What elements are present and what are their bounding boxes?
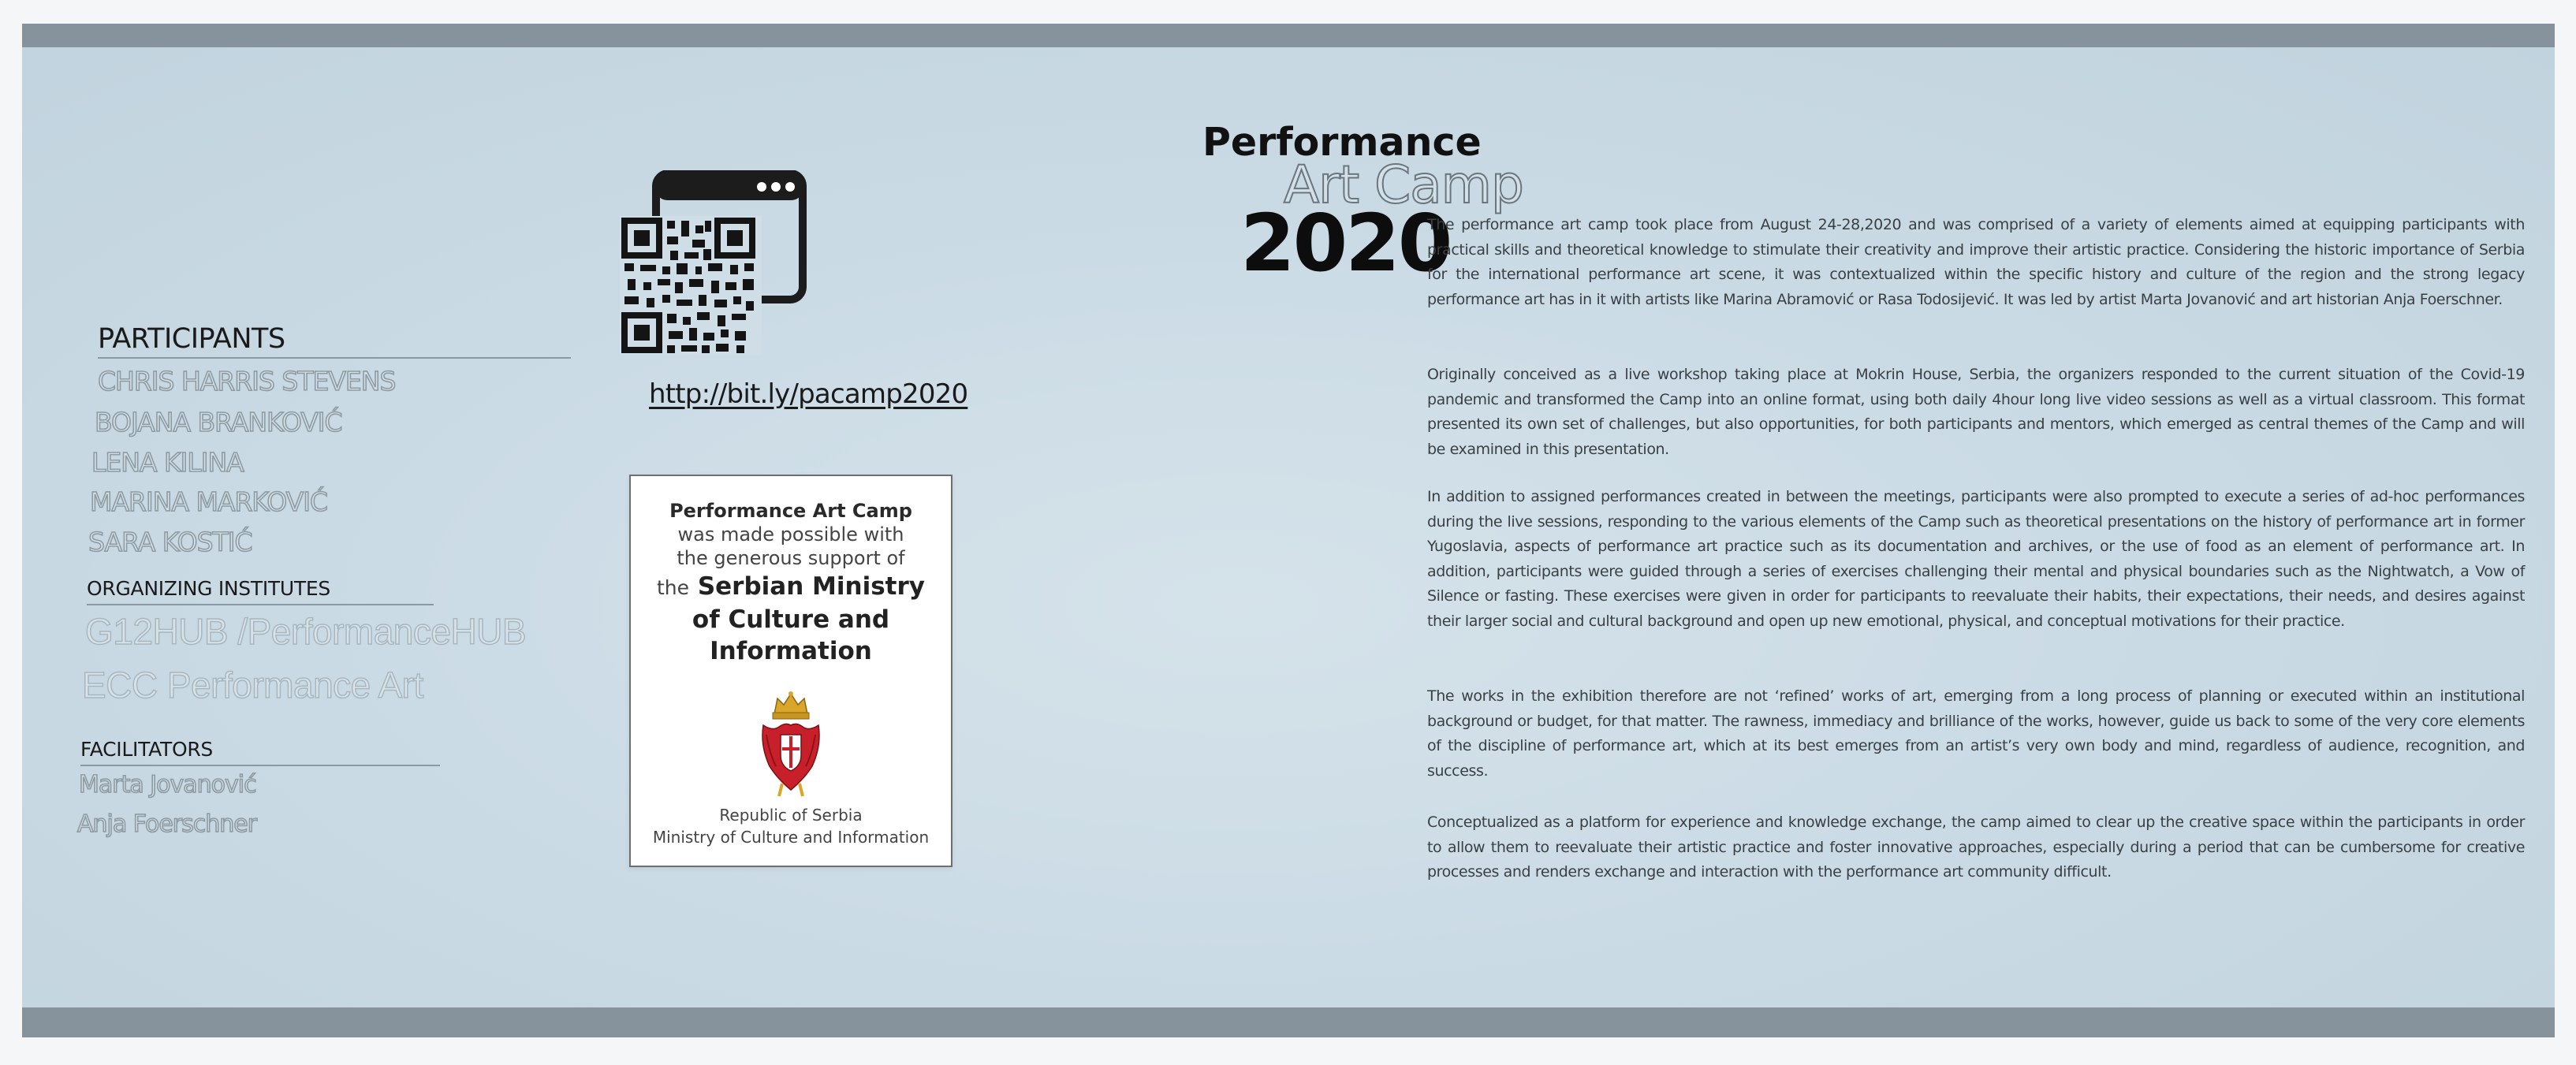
support-card-the: the: [656, 576, 690, 599]
participant-name: LENA KILINA: [91, 447, 244, 478]
description-paragraph: The works in the exhibition therefore are not ‘refined’ works of art, emerging from a long process of planning or executed within an institutional background or budget, for that matter. The rawness, immediacy and brilliance of the works, however, guide us back to some of the very core elements of the discipline of performance art, which at its best emerges from an artist’s very own body and mind, regardless of audience, recognition, and success.: [1427, 687, 2525, 780]
participant-name: BOJANA BRANKOVIĆ: [95, 407, 342, 438]
description-paragraph: In addition to assigned performances created in between the meetings, participants were also prompted to execute a series of ad-hoc performances during the live sessions, responding to the various elements of the Camp such as theoretical presentations on the history of performance art in former Yugoslavia, aspects of performance art practice such as its documentation and archives, or the use of food as an element of performance art. In addition, participants were guided through a series of exercises challenging their mental and physical boundaries such as the Nightwatch, a Vow of Silence or fasting. These exercises were given in order for participants to reevaluate their habits, their expectations, their needs, and desires against their larger social and cultural background and open up new emotional, physical, and conceptual motivations for their practice.: [1427, 488, 2525, 630]
ministry-name-line1: Serbian Ministry: [697, 572, 925, 601]
institutes-divider: [87, 604, 434, 605]
description-paragraph: Originally conceived as a live workshop taking place at Mokrin House, Serbia, the organizers responded to the current situation of the Covid-19 pandemic and transformed the Camp into an online format, using both daily 4hour long live video sessions as well as a virtual classroom. This format presented its own set of challenges, but also opportunities, for both participants and mentors, which emerged as central themes of the Camp and will be examined in this presentation.: [1427, 366, 2525, 458]
top-frame-bar: [22, 24, 2555, 47]
title-art-camp: Art Camp: [1284, 155, 1523, 215]
participant-name: SARA KOSTIĆ: [88, 527, 252, 557]
ministry-name-line3: Information: [710, 637, 872, 665]
banner-panel: [22, 47, 2555, 1007]
facilitators-divider: [80, 765, 440, 766]
title-performance: Performance: [1202, 120, 1482, 165]
bottom-frame-bar: [22, 1007, 2555, 1037]
qr-code-browser-icon: [620, 170, 809, 359]
ministry-name-line2: of Culture and: [692, 605, 890, 634]
participant-name: MARINA MARKOVIĆ: [90, 486, 328, 517]
support-card-footer-line: Ministry of Culture and Information: [652, 828, 930, 847]
participants-divider: [98, 357, 571, 359]
support-card-line: was made possible with: [677, 523, 904, 546]
facilitator-name: Anja Foerschner: [77, 810, 257, 838]
facilitator-name: Marta Jovanović: [79, 771, 256, 799]
participant-name: CHRIS HARRIS STEVENS: [98, 366, 396, 397]
description-paragraph: The performance art camp took place from August 24-28,2020 and was comprised of a variety of elements aimed at equipping participants with practical skills and theoretical knowledge to stimulate their creativity and improve their artistic practice. Considering the historic importance of Serbia for the international performance art scene, it was contextualized within the specific history and culture of the region and the strong legacy performance art has in it with artists like Marina Abramović or Rasa Todosijević. It was led by artist Marta Jovanović and art historian Anja Foerschner.: [1427, 216, 2525, 308]
title-year: 2020: [1240, 197, 1451, 289]
serbian-coat-of-arms-icon: [759, 691, 823, 801]
support-card-title: Performance Art Camp: [669, 500, 912, 522]
ministry-name: [631, 571, 951, 667]
camp-url-link[interactable]: http://bit.ly/pacamp2020: [649, 378, 968, 410]
ministry-support-card: [629, 475, 952, 867]
description-paragraph: Conceptualized as a platform for experience and knowledge exchange, the camp aimed to clear up the creative space within the participants in order to allow them to reevaluate their artistic practice and foster innovative approaches, especially during a period that can be cumbersome for creative processes and renders exchange and interaction with the performance art community difficult.: [1427, 814, 2525, 881]
institute-name: G12HUB /PerformanceHUB: [85, 611, 527, 652]
support-card-footer-line: Republic of Serbia: [719, 806, 863, 825]
organizing-institutes-heading: ORGANIZING INSTITUTES: [87, 577, 330, 600]
support-card-line: the generous support of: [677, 547, 905, 569]
participants-heading: PARTICIPANTS: [98, 323, 285, 355]
institute-name: ECC Performance Art: [82, 665, 423, 706]
facilitators-heading: FACILITATORS: [80, 738, 213, 761]
